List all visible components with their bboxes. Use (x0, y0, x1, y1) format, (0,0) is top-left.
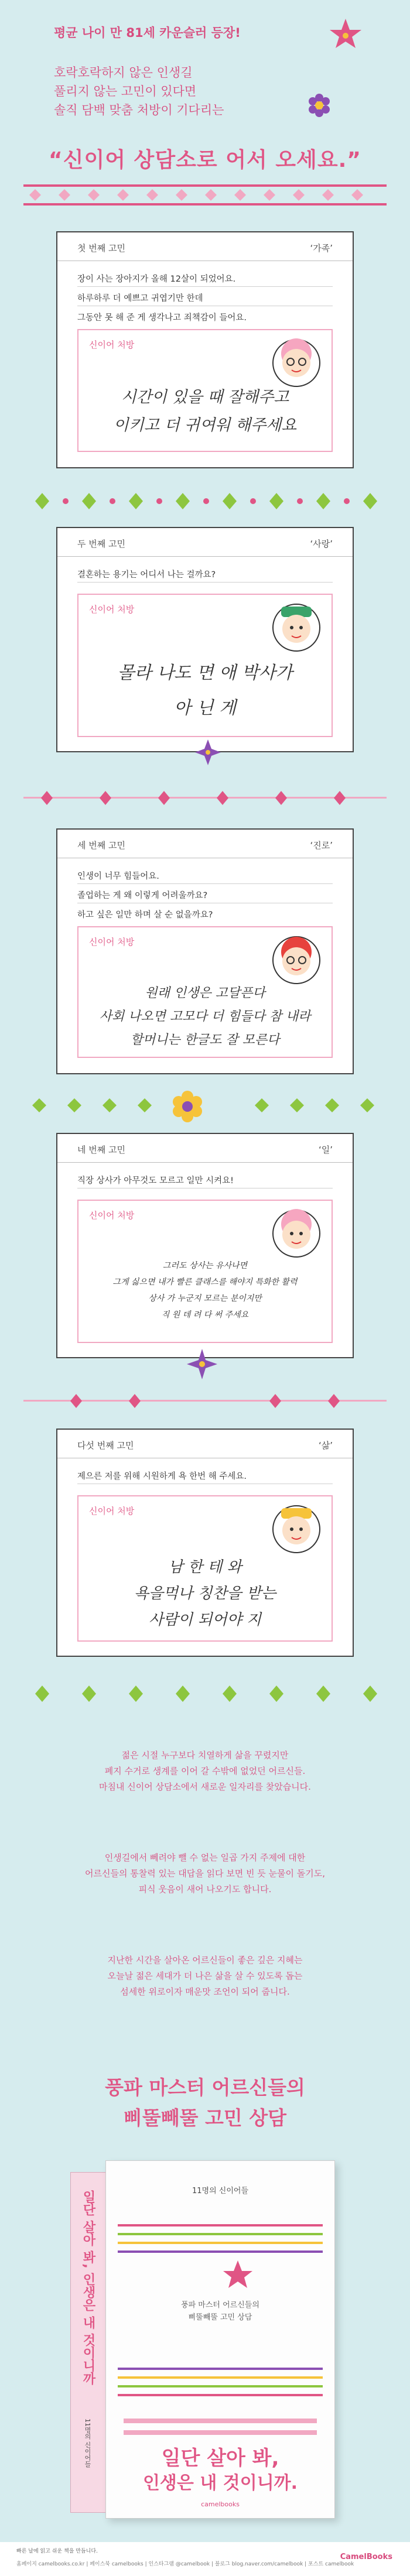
prescription-label: 신이어 처방 (89, 1506, 135, 1516)
answer-box (77, 329, 333, 452)
card-number: 다섯 번째 고민 (77, 1440, 134, 1451)
flower-icon (328, 18, 363, 53)
book-title-1: 일단 살아 봐, (161, 2447, 279, 2470)
answer-line: 시간이 있을 때 잘해주고 (121, 388, 289, 406)
question-line: 하고 싶은 일만 하며 살 순 없을까요? (77, 910, 213, 920)
answer-box (77, 926, 333, 1058)
divider (77, 883, 333, 884)
header-title: “신이어 상담소로 어서 오세요.” (49, 148, 361, 172)
answer-line: 욕을먹나 칭찬을 받는 (134, 1585, 276, 1602)
answer-line: 그게 싫으면 내가 빨른 클래스를 해야지 특화한 활력 (112, 1277, 298, 1287)
paragraph-line: 섬세한 위로이자 매운맛 조언이 되어 줍니다. (120, 1986, 290, 1997)
header-line-4: 솔직 담백 맞춤 처방이 기다리는 (54, 103, 224, 117)
description-paragraph-3 (0, 1952, 410, 2000)
answer-line: 사회 나오면 고모다 더 힘들다 참 내라 (99, 1009, 311, 1024)
paragraph-line: 인생길에서 뻬려야 뺄 수 없는 일곱 가지 주제에 대한 (104, 1852, 306, 1863)
card-header (57, 528, 353, 557)
card-number: 첫 번째 고민 (77, 243, 125, 254)
concern-card-5 (56, 1429, 354, 1657)
footer-slogan: 빠른 날에 읽고 쉬운 책을 만듭니다. (16, 2548, 98, 2554)
answer-line: 상사 가 누군지 모르는 분이지만 (148, 1294, 262, 1303)
card-category: ‘사랑’ (310, 539, 333, 549)
card-category: ‘진로’ (310, 840, 333, 851)
card-number: 두 번째 고민 (77, 539, 125, 549)
card-category: ‘삶’ (318, 1440, 333, 1451)
footer-links: 홈페이지 camelbooks.co.kr | 페이스북 camelbooks | 인스타그램 @camelbook | 블로그 blog.naver.com/camelbook | 포스트 camelbook (16, 2561, 354, 2567)
card-category: ‘가족’ (310, 243, 333, 254)
answer-box (77, 1200, 333, 1343)
book-subtitle-2: 삐뚤빼뚤 고민 상담 (188, 2313, 252, 2322)
footer (0, 2542, 410, 2576)
book-spine (70, 2172, 107, 2513)
divider (77, 286, 333, 287)
question-line: 제으른 저를 위해 시원하게 욕 한번 해 주세요. (77, 1472, 247, 1481)
decorative-band-icon (23, 1390, 387, 1412)
answer-line: 남 한 테 와 (168, 1558, 242, 1576)
book-cover (105, 2160, 335, 2519)
spine-title: 일단 살아 봐, 인생은 내 것이니까 (81, 2190, 95, 2385)
section-title-line-2: 삐뚤빼뚤 고민 상담 (123, 2106, 286, 2129)
concern-card-2 (56, 527, 354, 752)
purple-flower-icon (184, 1347, 220, 1382)
concern-card-1 (56, 231, 354, 468)
answer-line: 원래 인생은 고달픈다 (145, 986, 265, 1001)
daisy-icon (305, 91, 334, 120)
section-title-line-1: 풍파 마스터 어르신들의 (105, 2076, 305, 2099)
header-line-2: 호락호락하지 않은 인생길 (54, 66, 193, 80)
question-line: 직장 상사가 아무것도 모르고 일만 시켜요! (77, 1176, 234, 1186)
answer-line: 이키고 더 귀여워 해주세요 (113, 416, 297, 434)
grandmother-avatar-icon (268, 931, 324, 987)
prescription-label: 신이어 처방 (89, 604, 135, 615)
question-line: 그동안 못 해 준 게 생각나고 죄책감이 들어요. (77, 313, 247, 323)
description-paragraph-2 (0, 1850, 410, 1897)
book-subtitle-1: 풍파 마스터 어르신들의 (181, 2301, 259, 2310)
card-number: 세 번째 고민 (77, 840, 125, 851)
spine-author: 11명의 신이어들 (84, 2419, 91, 2468)
yellow-flower-icon (167, 1086, 208, 1127)
prescription-label: 신이어 처방 (89, 937, 135, 947)
concern-card-3 (56, 828, 354, 1074)
grandfather-avatar-icon (268, 598, 324, 655)
answer-box (77, 1495, 333, 1642)
grandfather-avatar-icon (268, 1500, 324, 1556)
divider (77, 582, 333, 583)
prescription-label: 신이어 처방 (89, 1210, 135, 1221)
card-header (57, 232, 353, 261)
answer-line: 그러도 상사는 유사나면 (162, 1261, 248, 1270)
decorative-band-icon (23, 1683, 387, 1704)
question-line: 결혼하는 용기는 어디서 나는 걸까요? (77, 570, 216, 580)
card-header (57, 1134, 353, 1163)
paragraph-line: 젊은 시절 누구보다 치열하게 삶을 꾸렸지만 (121, 1750, 289, 1760)
card-header (57, 830, 353, 858)
book-author: 11명의 신이어들 (192, 2187, 249, 2195)
card-number: 네 번째 고민 (77, 1145, 125, 1155)
purple-flower-icon (193, 738, 223, 767)
book-publisher: camelbooks (201, 2500, 240, 2508)
paragraph-line: 오늘날 젊은 세대가 더 나은 삶을 살 수 있도록 돕는 (107, 1971, 303, 1981)
card-category: ‘일’ (318, 1145, 333, 1155)
header-line-3: 풀리지 않는 고민이 있다면 (54, 84, 197, 98)
decorative-band-icon (23, 184, 387, 205)
answer-box (77, 594, 333, 737)
answer-line: 직 원 데 려 다 써 주세요 (161, 1310, 249, 1320)
answer-line: 사람이 되어야 지 (148, 1611, 262, 1629)
paragraph-line: 피식 웃음이 새어 나오기도 합니다. (138, 1884, 272, 1895)
answer-line: 아 닌 게 (173, 698, 236, 718)
book-title-2: 인생은 내 것이니까. (142, 2473, 298, 2493)
book-image (70, 2160, 340, 2523)
decorative-band-icon (23, 787, 387, 809)
header-tagline: 평균 나이 만 81세 카운슬러 등장! (54, 26, 241, 40)
answer-line: 몰라 나도 면 애 박사가 (117, 663, 293, 683)
footer-brand-logo: CamelBooks (340, 2553, 392, 2561)
concern-card-4 (56, 1133, 354, 1358)
question-line: 졸업하는 게 왜 이렇게 어려울까요? (77, 891, 208, 900)
grandmother-avatar-icon (268, 1204, 324, 1260)
description-paragraph-1 (0, 1748, 410, 1795)
decorative-band-icon (23, 491, 387, 512)
prescription-label: 신이어 처방 (89, 340, 135, 350)
paragraph-line: 어르신들의 통찰력 있는 대답을 읽다 보면 빈 듯 눈물이 돌기도, (85, 1868, 325, 1879)
paragraph-line: 폐지 수거로 생계를 이어 갈 수밖에 없었던 어르신들. (104, 1766, 306, 1776)
question-line: 하루하루 더 예쁘고 귀엽기만 한데 (77, 294, 203, 303)
card-header (57, 1430, 353, 1458)
grandmother-avatar-icon (268, 334, 324, 390)
answer-line: 할머니는 한글도 잘 모른다 (130, 1033, 280, 1047)
paragraph-line: 지난한 시간을 살아온 어르신들이 좋은 깊은 지혜는 (107, 1955, 303, 1965)
question-line: 인생이 너무 힘들어요. (77, 872, 159, 881)
question-line: 장이 사는 장아지가 올해 12살이 되었어요. (77, 275, 236, 284)
paragraph-line: 마침내 신이어 상담소에서 새로운 일자리를 찾았습니다. (99, 1782, 311, 1792)
